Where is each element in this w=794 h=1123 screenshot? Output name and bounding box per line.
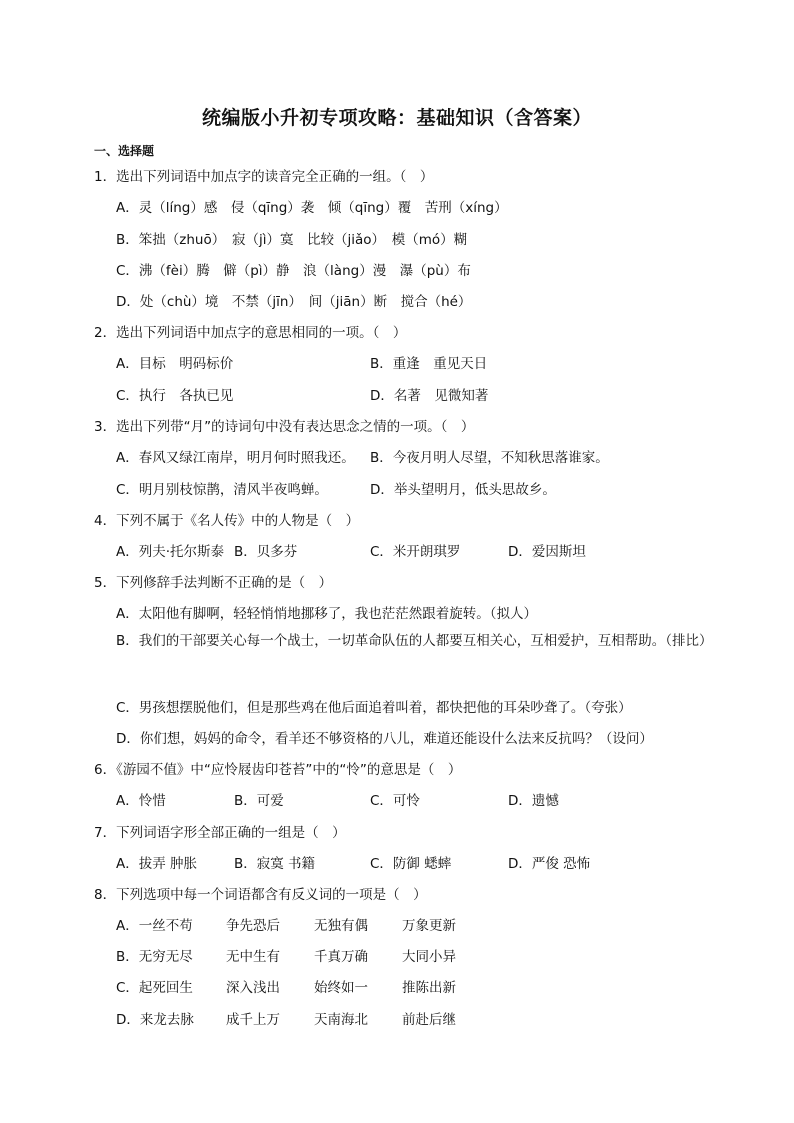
question-7-option-d: D．严俊 恐怖 xyxy=(508,856,591,872)
question-4-option-c: C．米开朗琪罗 xyxy=(370,544,461,560)
question-8-row-d-idiom-4: 前赴后继 xyxy=(402,1012,456,1028)
question-5-stem: 5．下列修辞手法判断不正确的是（ ） xyxy=(94,575,333,591)
question-8-row-c-idiom-2: 深入浅出 xyxy=(226,980,280,996)
question-6-option-d: D．遗憾 xyxy=(508,793,559,809)
question-4-option-b: B．贝多芬 xyxy=(234,544,298,560)
question-8-row-a-idiom-3: 无独有偶 xyxy=(314,918,368,934)
question-8-row-a-idiom-2: 争先恐后 xyxy=(226,918,280,934)
question-8-row-d-idiom-1: D．来龙去脉 xyxy=(116,1012,194,1028)
question-2-option-b: B．重逢 重见天日 xyxy=(370,356,488,372)
question-8-row-b-idiom-3: 千真万确 xyxy=(314,949,368,965)
question-6-option-c: C．可怜 xyxy=(370,793,420,809)
question-5-option-b: B．我们的干部要关心每一个战士，一切革命队伍的人都要互相关心，互相爱护，互相帮助。（排比） xyxy=(116,633,713,649)
question-8-row-c-idiom-3: 始终如一 xyxy=(314,980,368,996)
question-8-row-a-idiom-1: A．一丝不苟 xyxy=(116,918,193,934)
page-title: 统编版小升初专项攻略：基础知识（含答案） xyxy=(201,107,592,129)
question-2-option-d: D．名著 见微知著 xyxy=(370,388,489,404)
section-heading: 一、选择题 xyxy=(94,144,155,158)
question-3-option-b: B．今夜月明人尽望，不知秋思落谁家。 xyxy=(370,450,609,466)
question-7-stem: 7．下列词语字形全部正确的一组是（ ） xyxy=(94,825,346,841)
question-2-stem: 2．选出下列词语中加点字的意思相同的一项。（ ） xyxy=(94,325,407,341)
question-3-stem: 3．选出下列带“月”的诗词句中没有表达思念之情的一项。（ ） xyxy=(94,419,475,435)
question-8-row-b-idiom-4: 大同小异 xyxy=(402,949,456,965)
question-8-row-d-idiom-3: 天南海北 xyxy=(314,1012,368,1028)
question-3-option-c: C．明月别枝惊鹊，清风半夜鸣蝉。 xyxy=(116,482,328,498)
question-3-option-d: D．举头望明月，低头思故乡。 xyxy=(370,482,556,498)
question-6-stem: 6．《游园不值》中“应怜屐齿印苍苔”中的“怜”的意思是（ ） xyxy=(94,762,462,778)
question-2-option-a: A．目标 明码标价 xyxy=(116,356,234,372)
question-5-option-c: C．男孩想摆脱他们，但是那些鸡在他后面追着叫着，都快把他的耳朵吵聋了。（夸张） xyxy=(116,700,632,716)
question-8-row-b-idiom-2: 无中生有 xyxy=(226,949,280,965)
question-7-option-a: A．拔弄 肿胀 xyxy=(116,856,198,872)
question-4-option-d: D．爱因斯坦 xyxy=(508,544,586,560)
question-6-option-a: A．怜惜 xyxy=(116,793,166,809)
question-4-stem: 4．下列不属于《名人传》中的人物是（ ） xyxy=(94,513,360,529)
question-3-option-a: A．春风又绿江南岸，明月何时照我还。 xyxy=(116,450,355,466)
question-1-option-b: B．笨拙（zhuō） 寂（jì）寞 比较（jiǎo） 模（mó）糊 xyxy=(116,232,468,248)
question-8-row-a-idiom-4: 万象更新 xyxy=(402,918,456,934)
question-5-option-d: D．你们想，妈妈的命令，看羊还不够资格的八儿，难道还能设什么法来反抗吗？（设问） xyxy=(116,731,653,747)
question-7-option-b: B．寂寞 书籍 xyxy=(234,856,316,872)
question-8-stem: 8．下列选项中每一个词语都含有反义词的一项是（ ） xyxy=(94,887,427,903)
question-1-option-d: D．处（chù）境 不禁（jīn） 间（jiān）断 搅合（hé） xyxy=(116,294,472,310)
question-1-option-c: C．沸（fèi）腾 僻（pì）静 浪（làng）漫 瀑（pù）布 xyxy=(116,263,471,279)
question-4-option-a: A．列夫·托尔斯泰 xyxy=(116,544,225,560)
question-1-stem: 1．选出下列词语中加点字的读音完全正确的一组。（ ） xyxy=(94,169,434,185)
question-2-option-c: C．执行 各执已见 xyxy=(116,388,234,404)
question-7-option-c: C．防御 蟋蟀 xyxy=(370,856,452,872)
question-8-row-b-idiom-1: B．无穷无尽 xyxy=(116,949,193,965)
question-6-option-b: B．可爱 xyxy=(234,793,284,809)
question-8-row-c-idiom-4: 推陈出新 xyxy=(402,980,456,996)
question-8-row-d-idiom-2: 成千上万 xyxy=(226,1012,280,1028)
question-8-row-c-idiom-1: C．起死回生 xyxy=(116,980,193,996)
question-5-option-a: A．太阳他有脚啊，轻轻悄悄地挪移了，我也茫茫然跟着旋转。（拟人） xyxy=(116,606,537,622)
question-1-option-a: A．灵（líng）感 侵（qīng）袭 倾（qīng）覆 苦刑（xíng） xyxy=(116,200,508,216)
